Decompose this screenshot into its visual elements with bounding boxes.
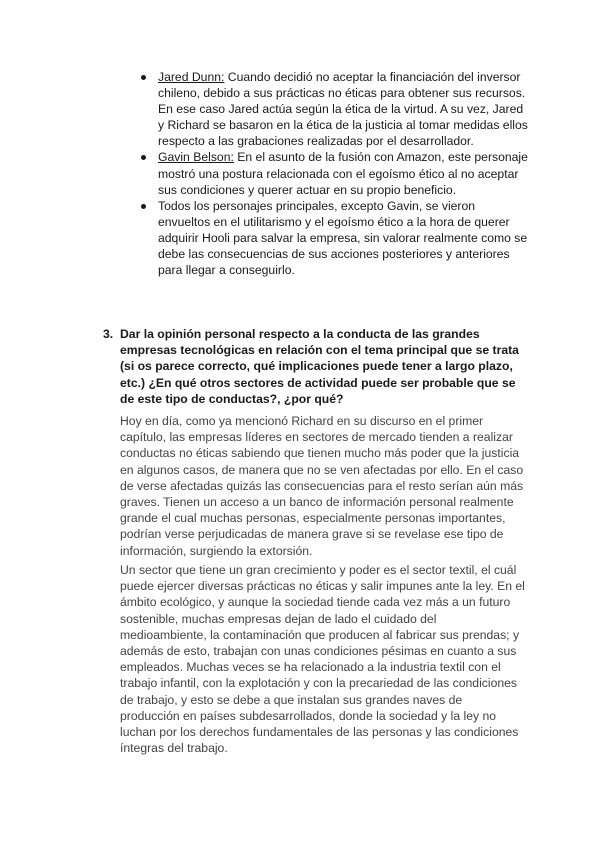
bullet-dot-icon (141, 155, 146, 160)
bullet-dot-icon (141, 75, 146, 80)
list-item (158, 69, 528, 149)
character-name: Jared Dunn: (158, 70, 225, 84)
list-item (158, 149, 528, 197)
bullet-dot-icon (141, 204, 146, 209)
bullet-text: Todos los personajes principales, excepto Gavin, se vieron envueltos en el utilitarismo y el egoísmo ético a la hora de querer adquirir Hooli para salvar la empresa, sin valorar realmente como se debe las consecuencias de sus acciones posteriores y anteriores para llegar a conseguirlo. (158, 198, 528, 278)
answer-paragraph-2: Un sector que tiene un gran crecimiento y poder es el sector textil, el cuál puede ejercer diversas prácticas no éticas y salir impunes ante la ley. En el ámbito ecológico, y aunque la sociedad tiende cada vez más a un futuro sostenible, muchas empresas dejan de lado el cuidado del medioambiente, la contaminación que producen al fabricar sus prendas; y además de esto, trabajan con unas condiciones pésimas en cuanto a sus empleados. Muchas veces se ha relacionado a la industria textil con el trabajo infantil, con la explotación y con la precariedad de las condiciones de trabajo, y esto se debe a que instalan sus grandes naves de producción en países subdesarrollados, donde la sociedad y la ley no luchan por los derechos fundamentales de las personas y las condiciones íntegras del trabajo. (120, 563, 525, 756)
list-item (158, 198, 528, 278)
question-text: Dar la opinión personal respecto a la conducta de las grandes empresas tecnológicas en relación con el tema principal que se trata (si os parece correcto, qué implicaciones puede tener a largo plazo, etc.) ¿En qué otros sectores de actividad puede ser probable que se de este tipo de conductas?, ¿por qué? (120, 327, 519, 406)
question-heading (103, 326, 523, 407)
answer-paragraph-1: Hoy en día, como ya mencionó Richard en su discurso en el primer capítulo, las empresas líderes en sectores de mercado tienden a realizar conductas no éticas sabiendo que tienen mucho más poder que la justicia en algunos casos, de manera que no se ven afectadas por ello. En el caso de verse afectadas quizás las consecuencias para el resto serían aún más graves. Tienen un acceso a un banco de información personal realmente grande el cual muchas personas, especialmente personas importantes, podrían verse perjudicadas de manera grave si se revelase ese tipo de información, surgiendo la extorsión. (120, 414, 524, 558)
question-number: 3. (103, 327, 114, 341)
character-bullet-list (158, 69, 528, 278)
bullet-text: En el asunto de la fusión con Amazon, este personaje mostró una postura relacionada con el egoísmo ético al no aceptar sus condiciones y querer actuar en su propio beneficio. (158, 150, 528, 197)
bullet-text: Cuando decidió no aceptar la financiación del inversor chileno, debido a sus prácticas no éticas para obtener sus recursos. En ese caso Jared actúa según la ética de la virtud. A su vez, Jared y Richard se basaron en la ética de la justicia al tomar medidas ellos respecto a las grabaciones realizadas por el desarrollador. (158, 70, 528, 149)
character-name: Gavin Belson: (158, 150, 234, 165)
